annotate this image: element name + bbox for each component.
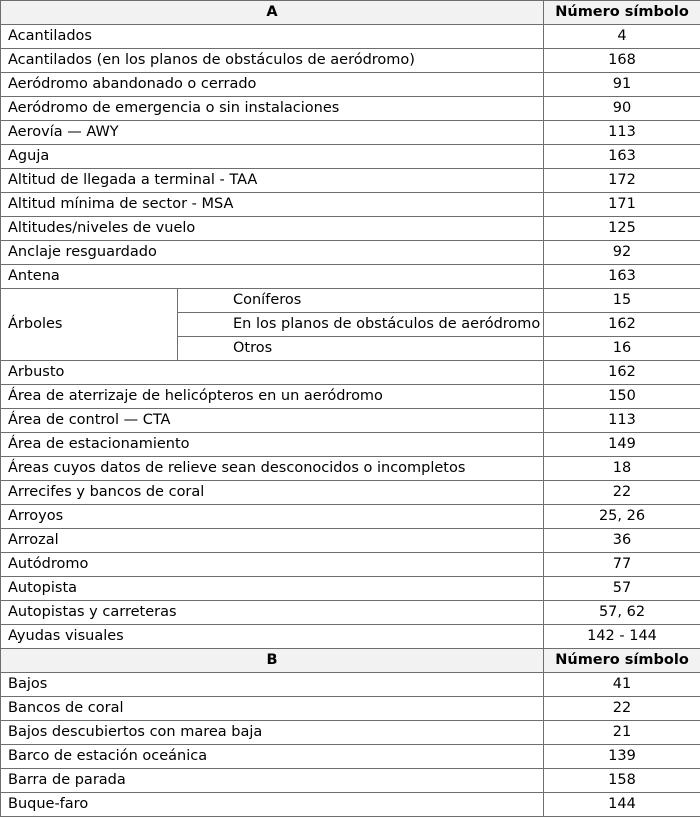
term-cell: Aguja <box>1 145 544 169</box>
table-row <box>1 217 700 241</box>
table-row <box>1 745 700 769</box>
section-letter: B <box>1 649 544 673</box>
symbol-number-cell: 162 <box>544 361 700 385</box>
symbol-number-cell: 22 <box>544 481 700 505</box>
table-row <box>1 673 700 697</box>
term-cell: Áreas cuyos datos de relieve sean desconocidos o incompletos <box>1 457 544 481</box>
symbol-number-cell: 149 <box>544 433 700 457</box>
symbol-number-cell: 142 - 144 <box>544 625 700 649</box>
term-cell: Arrecifes y bancos de coral <box>1 481 544 505</box>
symbol-number-cell: 22 <box>544 697 700 721</box>
symbol-number-cell: 158 <box>544 769 700 793</box>
term-cell: Aeródromo de emergencia o sin instalaciones <box>1 97 544 121</box>
term-cell: Aeródromo abandonado o cerrado <box>1 73 544 97</box>
term-cell: Área de aterrizaje de helicópteros en un aeródromo <box>1 385 544 409</box>
table-row <box>1 241 700 265</box>
table-row <box>1 601 700 625</box>
table-row <box>1 145 700 169</box>
symbol-number-cell: 41 <box>544 673 700 697</box>
symbol-number-cell: 125 <box>544 217 700 241</box>
table-row <box>1 721 700 745</box>
term-cell: Autódromo <box>1 553 544 577</box>
term-cell: Bajos <box>1 673 544 697</box>
table-row <box>1 457 700 481</box>
table-row <box>1 265 700 289</box>
term-cell: Bajos descubiertos con marea baja <box>1 721 544 745</box>
symbol-number-cell: 36 <box>544 529 700 553</box>
term-cell: Acantilados (en los planos de obstáculos de aeródromo) <box>1 49 544 73</box>
symbol-number-cell: 113 <box>544 409 700 433</box>
term-cell: Ayudas visuales <box>1 625 544 649</box>
term-cell: Acantilados <box>1 25 544 49</box>
symbol-number-cell: 162 <box>544 313 700 337</box>
symbol-number-cell: 163 <box>544 145 700 169</box>
symbol-number-cell: 57 <box>544 577 700 601</box>
table-row <box>1 505 700 529</box>
symbol-number-cell: 91 <box>544 73 700 97</box>
symbol-number-cell: 25, 26 <box>544 505 700 529</box>
term-cell: Antena <box>1 265 544 289</box>
table-row <box>1 25 700 49</box>
section-header-row-b <box>1 649 700 673</box>
symbol-number-cell: 90 <box>544 97 700 121</box>
term-cell: Arbusto <box>1 361 544 385</box>
symbol-number-cell: 150 <box>544 385 700 409</box>
table-row <box>1 793 700 817</box>
term-cell: Barra de parada <box>1 769 544 793</box>
term-cell: Anclaje resguardado <box>1 241 544 265</box>
column-header-symbol-number: Número símbolo <box>544 649 700 673</box>
symbol-number-cell: 4 <box>544 25 700 49</box>
term-cell: Autopistas y carreteras <box>1 601 544 625</box>
symbol-number-cell: 113 <box>544 121 700 145</box>
term-cell: Autopista <box>1 577 544 601</box>
term-group-cell: Árboles <box>1 289 178 361</box>
table-row <box>1 361 700 385</box>
term-cell: Altitud de llegada a terminal - TAA <box>1 169 544 193</box>
table-row <box>1 385 700 409</box>
symbol-number-cell: 172 <box>544 169 700 193</box>
symbol-number-cell: 144 <box>544 793 700 817</box>
table-row <box>1 97 700 121</box>
subterm-cell: En los planos de obstáculos de aeródromo <box>178 313 544 337</box>
table-row <box>1 625 700 649</box>
symbol-number-cell: 57, 62 <box>544 601 700 625</box>
section-header-row-a <box>1 1 700 25</box>
term-cell: Buque-faro <box>1 793 544 817</box>
term-cell: Barco de estación oceánica <box>1 745 544 769</box>
term-cell: Aerovía — AWY <box>1 121 544 145</box>
column-header-symbol-number: Número símbolo <box>544 1 700 25</box>
symbol-number-cell: 168 <box>544 49 700 73</box>
symbol-number-cell: 15 <box>544 289 700 313</box>
symbol-number-cell: 163 <box>544 265 700 289</box>
symbol-number-cell: 139 <box>544 745 700 769</box>
table-row <box>1 49 700 73</box>
table-row <box>1 769 700 793</box>
table-row <box>1 169 700 193</box>
table-row <box>1 433 700 457</box>
term-cell: Bancos de coral <box>1 697 544 721</box>
term-cell: Altitud mínima de sector - MSA <box>1 193 544 217</box>
table-row-arboles <box>1 289 700 313</box>
table-row <box>1 577 700 601</box>
symbol-number-cell: 18 <box>544 457 700 481</box>
table-row <box>1 73 700 97</box>
term-cell: Altitudes/niveles de vuelo <box>1 217 544 241</box>
table-row <box>1 481 700 505</box>
symbol-number-cell: 21 <box>544 721 700 745</box>
subterm-cell: Otros <box>178 337 544 361</box>
symbol-number-cell: 171 <box>544 193 700 217</box>
table-row <box>1 121 700 145</box>
term-cell: Área de control — CTA <box>1 409 544 433</box>
table-row <box>1 193 700 217</box>
table-row <box>1 409 700 433</box>
table-row <box>1 553 700 577</box>
symbol-number-cell: 16 <box>544 337 700 361</box>
term-cell: Arrozal <box>1 529 544 553</box>
section-letter: A <box>1 1 544 25</box>
term-cell: Arroyos <box>1 505 544 529</box>
table-body <box>1 1 700 817</box>
symbol-number-cell: 92 <box>544 241 700 265</box>
symbol-number-cell: 77 <box>544 553 700 577</box>
table-row <box>1 697 700 721</box>
table-row <box>1 529 700 553</box>
subterm-cell: Coníferos <box>178 289 544 313</box>
term-cell: Área de estacionamiento <box>1 433 544 457</box>
